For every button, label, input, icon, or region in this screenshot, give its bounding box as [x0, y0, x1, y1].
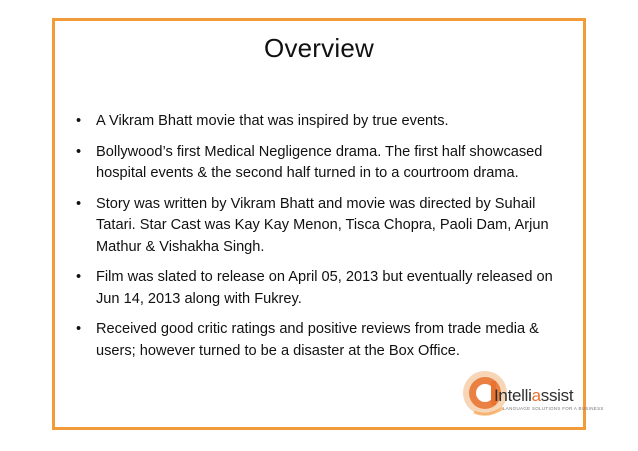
logo-text: Intelli — [494, 386, 532, 405]
bullet-text: Film was slated to release on April 05, 2013 but eventually released on Jun 14, 2013 along with Fukrey. — [96, 269, 553, 307]
bullet-dot: • — [76, 143, 82, 160]
logo-wordmark — [494, 386, 573, 406]
bullet-dot: • — [76, 321, 82, 337]
bullet-dot: • — [76, 269, 82, 285]
bullet-text: Bollywood’s first Medical Negligence drama. The first half showcased hospital events & the second half turned in to a courtroom drama. — [96, 143, 543, 181]
logo-highlight: a — [531, 386, 541, 405]
bullet-text: Received good critic ratings and positive reviews from trade media & users; however turned to be a disaster at the Box Office. — [96, 321, 539, 359]
logo-tagline: LANGUAGE SOLUTIONS FOR A BUSINESS — [503, 406, 604, 411]
bullet-item — [76, 194, 576, 259]
bullet-item — [76, 267, 576, 310]
bullet-dot: • — [76, 195, 82, 212]
logo-text: ssist — [540, 386, 574, 405]
bullet-text: Story was written by Vikram Bhatt and movie was directed by Suhail Tatari. Star Cast was Kay Kay Menon, Tisca Chopra, Paoli Dam, Arjun Mathur & Vishakha Singh. — [96, 195, 549, 255]
bullet-item — [76, 111, 576, 133]
bullet-text: A Vikram Bhatt movie that was inspired by true events. — [96, 113, 449, 129]
slide-title: Overview — [264, 33, 374, 63]
bullet-item — [76, 319, 576, 362]
bullet-dot: • — [76, 113, 82, 129]
bullet-item — [76, 142, 576, 185]
bullet-list — [76, 111, 576, 371]
